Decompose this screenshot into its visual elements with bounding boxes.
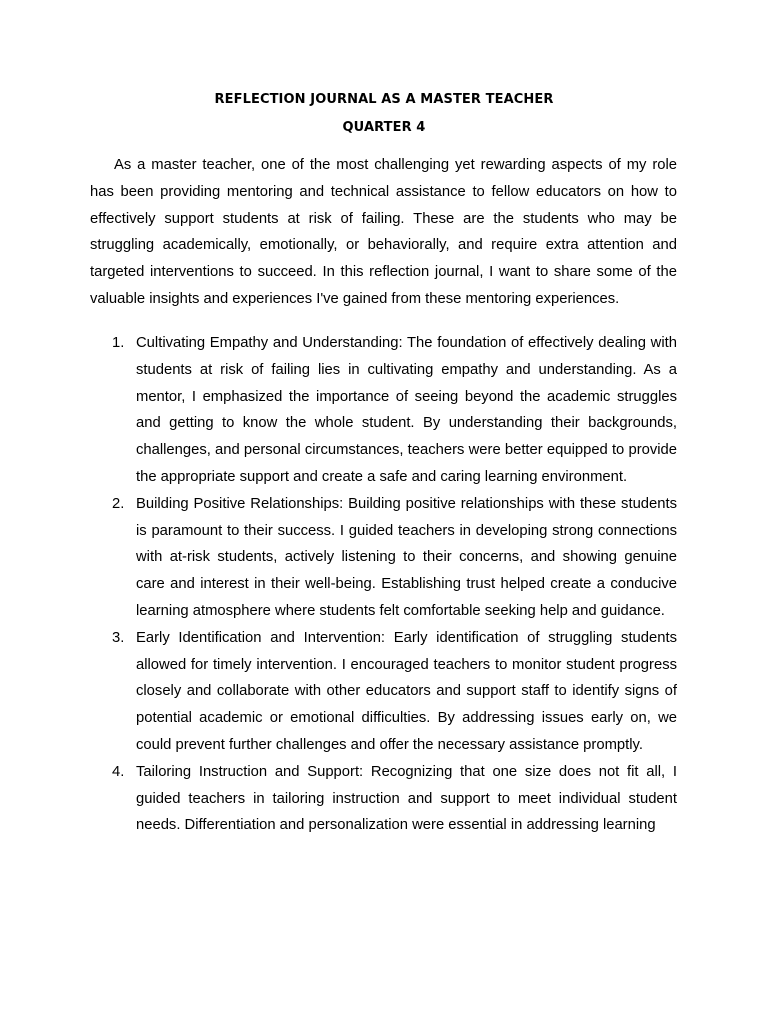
- list-item-text: Cultivating Empathy and Understanding: The foundation of effectively dealing with students at risk of failing lies in cultivating empathy and understanding. As a mentor, I emphasized the importance of seeing beyond the academic struggles and getting to know the whole student. By understanding their backgrounds, challenges, and personal circumstances, teachers were better equipped to provide the appropriate support and create a safe and caring learning environment.: [136, 335, 677, 485]
- list-item: [90, 759, 677, 839]
- document-subtitle: QUARTER 4: [342, 120, 426, 135]
- document-title: REFLECTION JOURNAL AS A MASTER TEACHER: [214, 92, 554, 107]
- list-item-text: Building Positive Relationships: Building positive relationships with these students is paramount to their success. I guided teachers in developing strong connections with at-risk students, actively listening to their concerns, and showing genuine care and interest in their well-being. Establishing trust helped create a conducive learning atmosphere where students felt comfortable seeking help and guidance.: [136, 495, 677, 619]
- list-item: [90, 625, 677, 759]
- list-item-number: 3.: [112, 629, 125, 646]
- intro-paragraph: As a master teacher, one of the most challenging yet rewarding aspects of my role has been providing mentoring and technical assistance to fellow educators on how to effectively support students at risk of failing. These are the students who may be struggling academically, emotionally, or behaviorally, and require extra attention and targeted interventions to succeed. In this reflection journal, I want to share some of the valuable insights and experiences I've gained from these mentoring experiences.: [90, 157, 677, 307]
- list-item-number: 1.: [112, 335, 125, 351]
- list-item: [90, 330, 677, 491]
- list-item-text: Early Identification and Intervention: Early identification of struggling students allowed for timely intervention. I encouraged teachers to monitor student progress closely and collaborate with other educators and support staff to identify signs of potential academic or emotional difficulties. By addressing issues early on, we could prevent further challenges and offer the necessary assistance promptly.: [136, 629, 677, 753]
- list-item-number: 4.: [112, 763, 125, 780]
- reflection-list: [90, 330, 677, 839]
- list-item-text: Tailoring Instruction and Support: Recognizing that one size does not fit all, I guided teachers in tailoring instruction and support to meet individual student needs. Differentiation and personalization were essential in addressing learning: [136, 763, 677, 834]
- list-item-number: 2.: [112, 495, 125, 512]
- list-item: [90, 491, 677, 625]
